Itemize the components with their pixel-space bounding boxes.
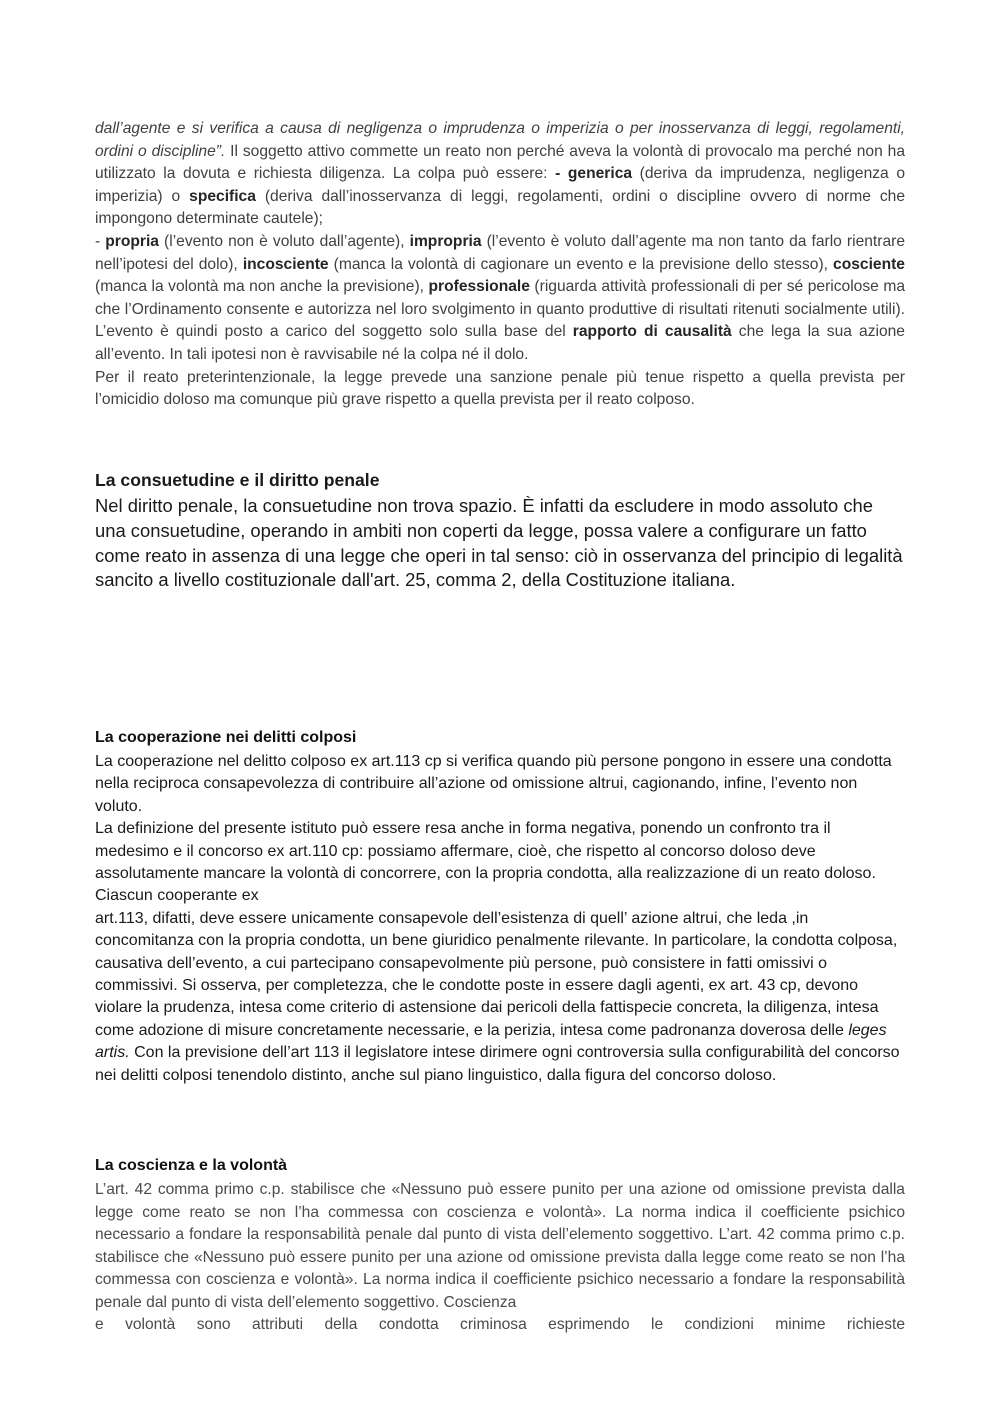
- consuetudine-paragraph: Nel diritto penale, la consuetudine non trova spazio. È infatti da escludere in modo assoluto che una consuetudine, operando in ambiti non coperti da legge, possa valere a configurare un fatto come reato in assenza di una legge che operi in tal senso: ciò in osservanza del principio di legalità sancito a livello costituzionale dall'art. 25, comma 2, della Costituzione italiana.: [95, 495, 903, 591]
- section-heading-consuetudine: La consuetudine e il diritto penale: [95, 470, 380, 490]
- term-incosciente: incosciente: [242, 255, 329, 273]
- preterintenzionale-paragraph: Per il reato preterintenzionale, la legge prevede una sanzione penale più tenue rispetto a quella prevista per l’omicidio doloso ma comunque più grave rispetto a quella prevista per il reato colposo.: [95, 368, 905, 409]
- section-heading-coscienza: La coscienza e la volontà: [95, 1157, 288, 1174]
- leges-artis: leges artis.: [95, 1021, 887, 1062]
- coscienza-last-line: e volontà sono attributi della condotta criminosa esprimendo le condizioni minime richieste: [95, 1316, 905, 1333]
- term-rapporto-causalita: rapporto di causalità: [572, 323, 732, 341]
- cooperazione-paragraph-1: La cooperazione nel delitto colposo ex art.113 cp si verifica quando più persone pongono in essere una condotta nella reciproca consapevolezza di contribuire all’azione od omissione altrui, cagionando, infine, l’evento non voluto.: [95, 753, 892, 815]
- cooperazione-body: [95, 751, 905, 1087]
- term-specifica: specifica: [189, 187, 256, 205]
- cooperazione-paragraph-2: La definizione del presente istituto può essere resa anche in forma negativa, ponendo un confronto tra il medesimo e il concorso ex art.110 cp: possiamo affermare, cioè, che rispetto al concorso doloso deve assolutamente mancare la volontà di concorrere, con la propria condotta, alla realizzazione di un reato doloso. Ciascun cooperante ex: [95, 820, 876, 905]
- quote-text: dall’agente e si verifica a causa di negligenza o imprudenza o imperizia o per inosservanza di leggi, regolamenti, ordini o discipline”.: [95, 120, 905, 160]
- term-generica: - generica: [555, 165, 633, 183]
- coscienza-paragraph: L’art. 42 comma primo c.p. stabilisce che «Nessuno può essere punito per una azione od omissione prevista dalla legge come reato se non l’ha commessa con coscienza e volontà». La norma indica il coefficiente psichico necessario a fondare la responsabilità penale dal punto di vista dell’elemento soggettivo. L’art. 42 comma primo c.p. stabilisce che «Nessuno può essere punito per una azione od omissione prevista dalla legge come reato se non l’ha commessa con coscienza e volontà». La norma indica il coefficiente psichico necessario a fondare la responsabilità penale dal punto di vista dell’elemento soggettivo. Coscienza e volontà sono attributi della condotta criminosa esprimendo le condizioni minime richieste: [95, 1179, 905, 1337]
- section-heading-cooperazione: La cooperazione nei delitti colposi: [95, 729, 357, 746]
- term-cosciente: cosciente: [833, 255, 905, 273]
- term-impropria: impropria: [409, 232, 482, 250]
- colpa-paragraph: dall’agente e si verifica a causa di negligenza o imprudenza o imperizia o per inosservanza di leggi, regolamenti, ordini o discipline”. Il soggetto attivo commette un reato non perché aveva la volontà di provocalo ma perché non ha utilizzato la dovuta e richiesta diligenza. La colpa può essere: - generica (deriva da imprudenza, negligenza o imperizia) o specifica (deriva dall’inosservanza di leggi, regolamenti, ordini o discipline ovvero di norme che impongono determinate cautele); - propria (l’evento non è voluto dall’agente), impropria (l’evento è voluto dall’agente ma non tanto da farlo rientrare nell’ipotesi del dolo), incosciente (manca la volontà di cagionare un evento e la previsione dello stesso), cosciente (manca la volontà ma non anche la previsione), professionale (riguarda attività professionali di per sé pericolose ma che l’Ordinamento consente e autorizza nel loro svolgimento in quanto produttive di risultati ritenuti socialmente utili). L’evento è quindi posto a carico del soggetto solo sulla base del rapporto di causalità che lega la sua azione all’evento. In tali ipotesi non è ravvisabile né la colpa né il dolo. Per il reato preterintenzionale, la legge prevede una sanzione penale più tenue rispetto a quella prevista per l’omicidio doloso ma comunque più grave rispetto a quella prevista per il reato colposo.: [95, 120, 906, 409]
- term-propria: propria: [105, 232, 159, 250]
- cooperazione-paragraph-3: art.113, difatti, deve essere unicamente consapevole dell’esistenza di quell’ azione altrui, che leda ,in concomitanza con la propria condotta, un bene giuridico penalmente rilevante. In particolare, la condotta colposa, causativa dell’evento, a cui partecipano consapevolmente più persone, può consistere in fatti omissivi o commissivi. Si osserva, per completezza, che le condotte poste in essere dagli agenti, ex art. 43 cp, devono violare la prudenza, intesa come criterio di astensione dai pericoli della fattispecie concreta, la diligenza, intesa come adozione di misure concretamente necessarie, e la perizia, intesa come padronanza doverosa delle leges artis. Con la previsione dell’art 113 il legislatore intese dirimere ogni controversia sulla configurabilità del concorso nei delitti colposi tenendolo distinto, anche sul piano linguistico, dalla figura del concorso doloso.: [95, 909, 900, 1084]
- term-professionale: professionale: [428, 278, 530, 296]
